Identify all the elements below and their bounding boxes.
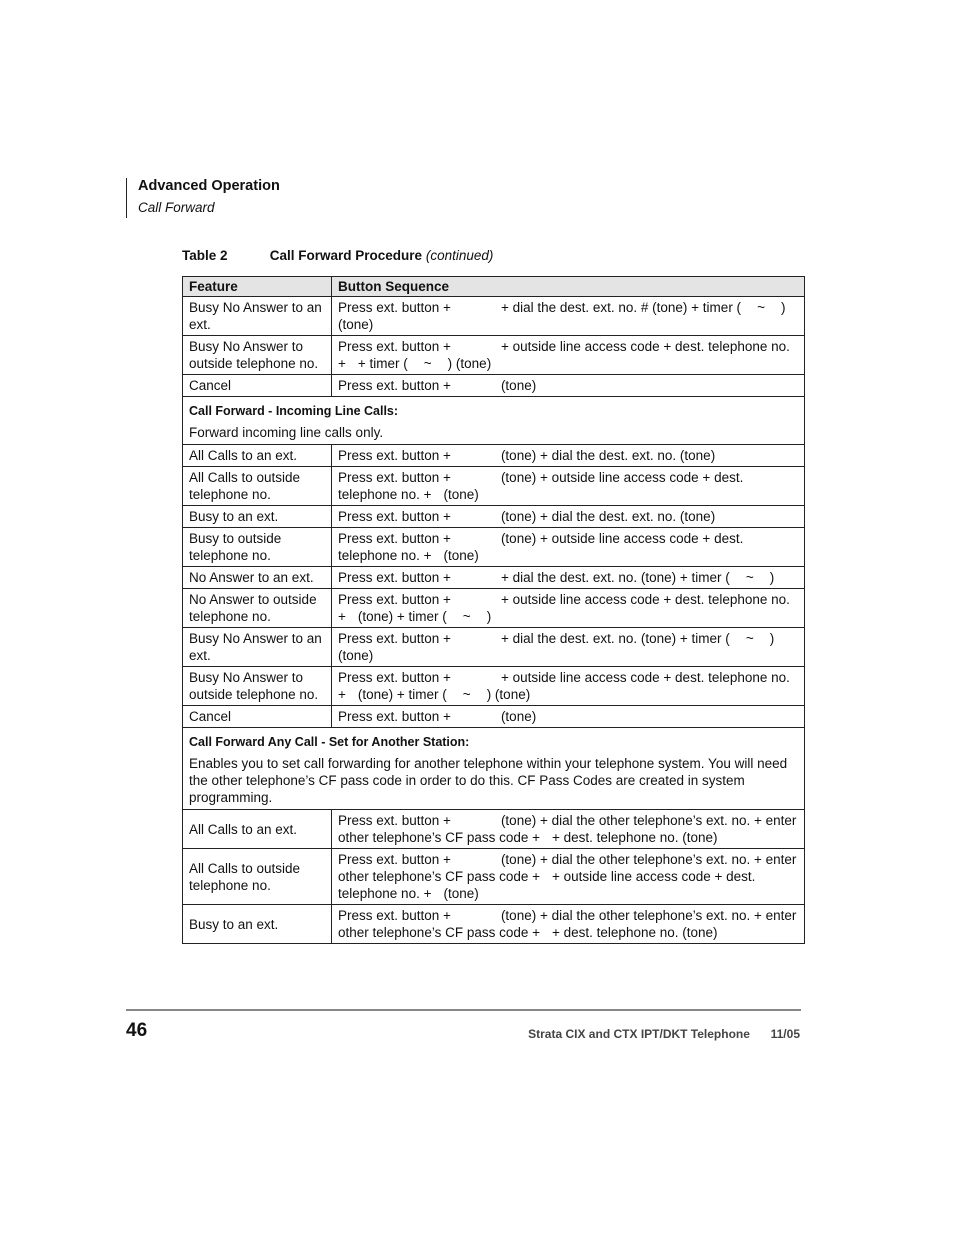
sequence-cell: Press ext. button + (tone) — [332, 375, 805, 397]
table-row — [183, 849, 805, 905]
feature-cell: Busy to an ext. — [183, 506, 332, 528]
section-row — [183, 397, 805, 445]
section-subtitle: Call Forward — [138, 200, 215, 215]
table-title: Call Forward Procedure — [269, 248, 423, 263]
sequence-cell: Press ext. button + + outside line access code + dest. telephone no. + + timer ( ~ ) (tone) — [332, 336, 805, 375]
table-row — [183, 905, 805, 944]
sequence-cell: Press ext. button + (tone) + dial the other telephone’s ext. no. + enter other telephone’s CF pass code + + dest. telephone no. (tone) — [332, 810, 805, 849]
section-cell — [183, 397, 805, 445]
table-row — [183, 628, 805, 667]
section-cell — [183, 728, 805, 810]
feature-cell: All Calls to outside telephone no. — [183, 467, 332, 506]
section-row — [183, 728, 805, 810]
sequence-cell: Press ext. button + + outside line access code + dest. telephone no. + (tone) + timer ( ~ ) — [332, 589, 805, 628]
table-row — [183, 567, 805, 589]
section-heading: Call Forward - Incoming Line Calls: — [189, 404, 399, 418]
page-number: 46 — [126, 1020, 148, 1041]
table-header-row — [183, 277, 805, 297]
feature-cell: Busy No Answer to outside telephone no. — [183, 667, 332, 706]
sequence-cell: Press ext. button + (tone) + dial the dest. ext. no. (tone) — [332, 506, 805, 528]
table-continued: (continued) — [425, 248, 494, 263]
feature-cell: Busy No Answer to an ext. — [183, 628, 332, 667]
sequence-cell: Press ext. button + + dial the dest. ext. no. # (tone) + timer ( ~ ) (tone) — [332, 297, 805, 336]
table-row — [183, 445, 805, 467]
table-caption — [182, 248, 493, 263]
feature-cell: Busy to an ext. — [183, 905, 332, 944]
feature-cell: Busy to outside telephone no. — [183, 528, 332, 567]
margin-rule — [126, 178, 127, 218]
footer-rule — [126, 1009, 801, 1011]
feature-cell: No Answer to an ext. — [183, 567, 332, 589]
feature-cell: All Calls to an ext. — [183, 810, 332, 849]
section-heading: Call Forward Any Call - Set for Another Station: — [189, 735, 470, 749]
feature-cell: Cancel — [183, 706, 332, 728]
section-description: Forward incoming line calls only. — [189, 425, 384, 440]
sequence-cell: Press ext. button + (tone) + outside line access code + dest. telephone no. + (tone) — [332, 528, 805, 567]
table-row — [183, 706, 805, 728]
call-forward-table — [182, 276, 805, 944]
sequence-cell: Press ext. button + + outside line access code + dest. telephone no. + (tone) + timer ( ~ ) (tone) — [332, 667, 805, 706]
footer-doc-title: Strata CIX and CTX IPT/DKT Telephone — [528, 1027, 750, 1041]
sequence-cell: Press ext. button + (tone) + dial the dest. ext. no. (tone) — [332, 445, 805, 467]
table-row — [183, 297, 805, 336]
table-row — [183, 589, 805, 628]
table-row — [183, 467, 805, 506]
table-row — [183, 667, 805, 706]
table-row — [183, 506, 805, 528]
sequence-cell: Press ext. button + + dial the dest. ext. no. (tone) + timer ( ~ ) (tone) — [332, 628, 805, 667]
sequence-cell: Press ext. button + (tone) — [332, 706, 805, 728]
footer-date: 11/05 — [770, 1027, 800, 1041]
feature-cell: No Answer to outside telephone no. — [183, 589, 332, 628]
footer-doc-info — [528, 1027, 800, 1041]
section-title: Advanced Operation — [138, 178, 280, 194]
feature-cell: All Calls to outside telephone no. — [183, 849, 332, 905]
table-row — [183, 528, 805, 567]
header-feature: Feature — [183, 277, 332, 297]
sequence-cell: Press ext. button + (tone) + outside line access code + dest. telephone no. + (tone) — [332, 467, 805, 506]
sequence-cell: Press ext. button + (tone) + dial the other telephone’s ext. no. + enter other telephone’s CF pass code + + outside line access code + dest. telephone no. + (tone) — [332, 849, 805, 905]
sequence-cell: Press ext. button + + dial the dest. ext. no. (tone) + timer ( ~ ) — [332, 567, 805, 589]
section-description: Enables you to set call forwarding for another telephone within your telephone system. You will need the other telephone’s CF pass code in order to do this. CF Pass Codes are created in system programming. — [189, 756, 788, 805]
feature-cell: Cancel — [183, 375, 332, 397]
table-number: Table 2 — [182, 248, 228, 263]
feature-cell: Busy No Answer to an ext. — [183, 297, 332, 336]
table-row — [183, 336, 805, 375]
header-button-sequence: Button Sequence — [332, 277, 805, 297]
table-row — [183, 810, 805, 849]
sequence-cell: Press ext. button + (tone) + dial the other telephone’s ext. no. + enter other telephone’s CF pass code + + dest. telephone no. (tone) — [332, 905, 805, 944]
feature-cell: Busy No Answer to outside telephone no. — [183, 336, 332, 375]
feature-cell: All Calls to an ext. — [183, 445, 332, 467]
table-row — [183, 375, 805, 397]
